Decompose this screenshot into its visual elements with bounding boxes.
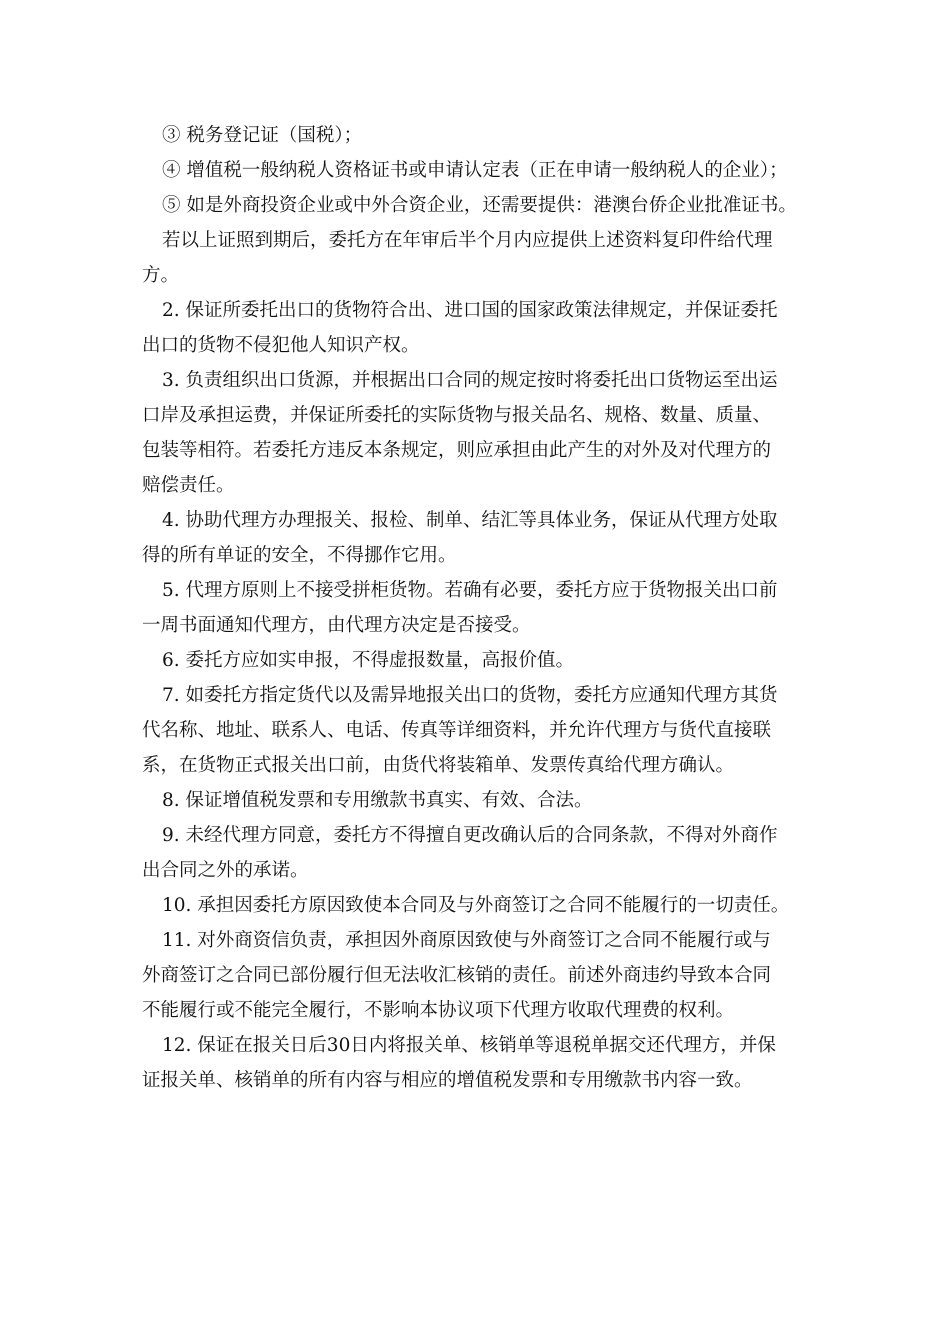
text-line: 口岸及承担运费，并保证所委托的实际货物与报关品名、规格、数量、质量、 [142,405,772,426]
text-line: ④ 增值税一般纳税人资格证书或申请认定表（正在申请一般纳税人的企业）； [162,160,788,181]
text-line: 12. 保证在报关日后30日内将报关单、核销单等退税单据交还代理方，并保 [162,1035,776,1056]
text-line: 方。 [142,265,180,286]
text-line: 出合同之外的承诺。 [142,860,309,881]
text-line: 外商签订之合同已部份履行但无法收汇核销的责任。前述外商违约导致本合同 [142,965,772,986]
text-line: 出口的货物不侵犯他人知识产权。 [142,335,420,356]
text-line: 6. 委托方应如实申报，不得虚报数量，高报价值。 [162,650,575,671]
text-line: 11. 对外商资信负责，承担因外商原因致使与外商签订之合同不能履行或与 [162,930,771,951]
text-line: 不能履行或不能完全履行，不影响本协议项下代理方收取代理费的权利。 [142,1000,735,1021]
text-line: 代名称、地址、联系人、电话、传真等详细资料，并允许代理方与货代直接联 [142,720,772,741]
text-line: 若以上证照到期后，委托方在年审后半个月内应提供上述资料复印件给代理 [162,230,773,251]
text-line: 证报关单、核销单的所有内容与相应的增值税发票和专用缴款书内容一致。 [142,1070,753,1091]
text-line: ⑤ 如是外商投资企业或中外合资企业，还需要提供：港澳台侨企业批准证书。 [162,195,797,216]
text-line: 9. 未经代理方同意，委托方不得擅自更改确认后的合同条款，不得对外商作 [162,825,778,846]
text-line: 4. 协助代理方办理报关、报检、制单、结汇等具体业务，保证从代理方处取 [162,510,778,531]
text-line: 5. 代理方原则上不接受拼柜货物。若确有必要，委托方应于货物报关出口前 [162,580,778,601]
text-line: 赔偿责任。 [142,475,235,496]
text-line: 包装等相符。若委托方违反本条规定，则应承担由此产生的对外及对代理方的 [142,440,772,461]
text-line: 系，在货物正式报关出口前，由货代将装箱单、发票传真给代理方确认。 [142,755,735,776]
text-line: 2. 保证所委托出口的货物符合出、进口国的国家政策法律规定，并保证委托 [162,300,778,321]
text-line: 8. 保证增值税发票和专用缴款书真实、有效、合法。 [162,790,593,811]
text-line: ③ 税务登记证（国税）； [162,125,363,146]
text-line: 7. 如委托方指定货代以及需异地报关出口的货物，委托方应通知代理方其货 [162,685,778,706]
text-line: 3. 负责组织出口货源，并根据出口合同的规定按时将委托出口货物运至出运 [162,370,778,391]
text-line: 得的所有单证的安全，不得挪作它用。 [142,545,457,566]
text-line: 一周书面通知代理方，由代理方决定是否接受。 [142,615,531,636]
text-line: 10. 承担因委托方原因致使本合同及与外商签订之合同不能履行的一切责任。 [162,895,790,916]
